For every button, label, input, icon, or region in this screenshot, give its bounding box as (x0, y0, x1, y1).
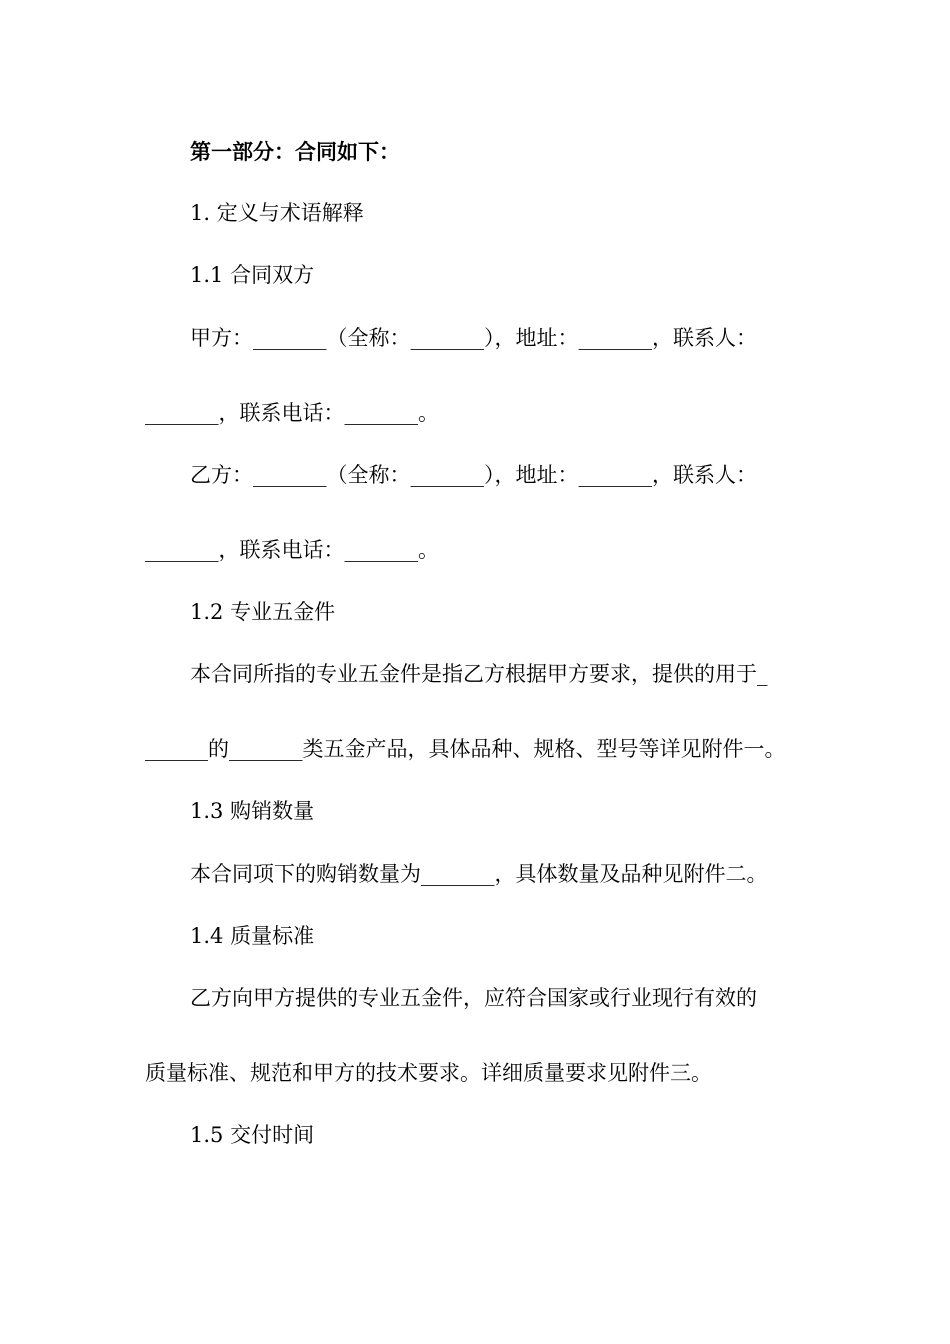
section-1-1-title: 1.1 合同双方 (190, 263, 315, 287)
section-1-2-body-line-2: ______的_______类五金产品，具体品种、规格、型号等详见附件一。 (145, 737, 786, 761)
section-1-4-body-line-2: 质量标准、规范和甲方的技术要求。详细质量要求见附件三。 (145, 1061, 712, 1085)
section-1-4-body-line-1: 乙方向甲方提供的专业五金件，应符合国家或行业现行有效的 (190, 986, 757, 1010)
section-1-3-title: 1.3 购销数量 (190, 799, 315, 823)
section-1-4-title: 1.4 质量标准 (190, 924, 315, 948)
party-b-line-2: _______，联系电话：_______。 (145, 538, 439, 562)
section-1-3-body-line-1: 本合同项下的购销数量为_______，具体数量及品种见附件二。 (190, 862, 768, 886)
part-heading: 第一部分：合同如下： (190, 139, 400, 164)
party-b-line-1: 乙方：_______（全称：_______），地址：_______，联系人： (190, 463, 757, 487)
section-1-2-body-line-1: 本合同所指的专业五金件是指乙方根据甲方要求，提供的用于_ (190, 662, 768, 686)
section-1-5-title: 1.5 交付时间 (190, 1123, 315, 1147)
party-a-line-2: _______，联系电话：_______。 (145, 401, 439, 425)
party-a-line-1: 甲方：_______（全称：_______），地址：_______，联系人： (190, 326, 757, 350)
section-1-2-title: 1.2 专业五金件 (190, 600, 336, 624)
section-1-title: 1. 定义与术语解释 (190, 201, 364, 225)
